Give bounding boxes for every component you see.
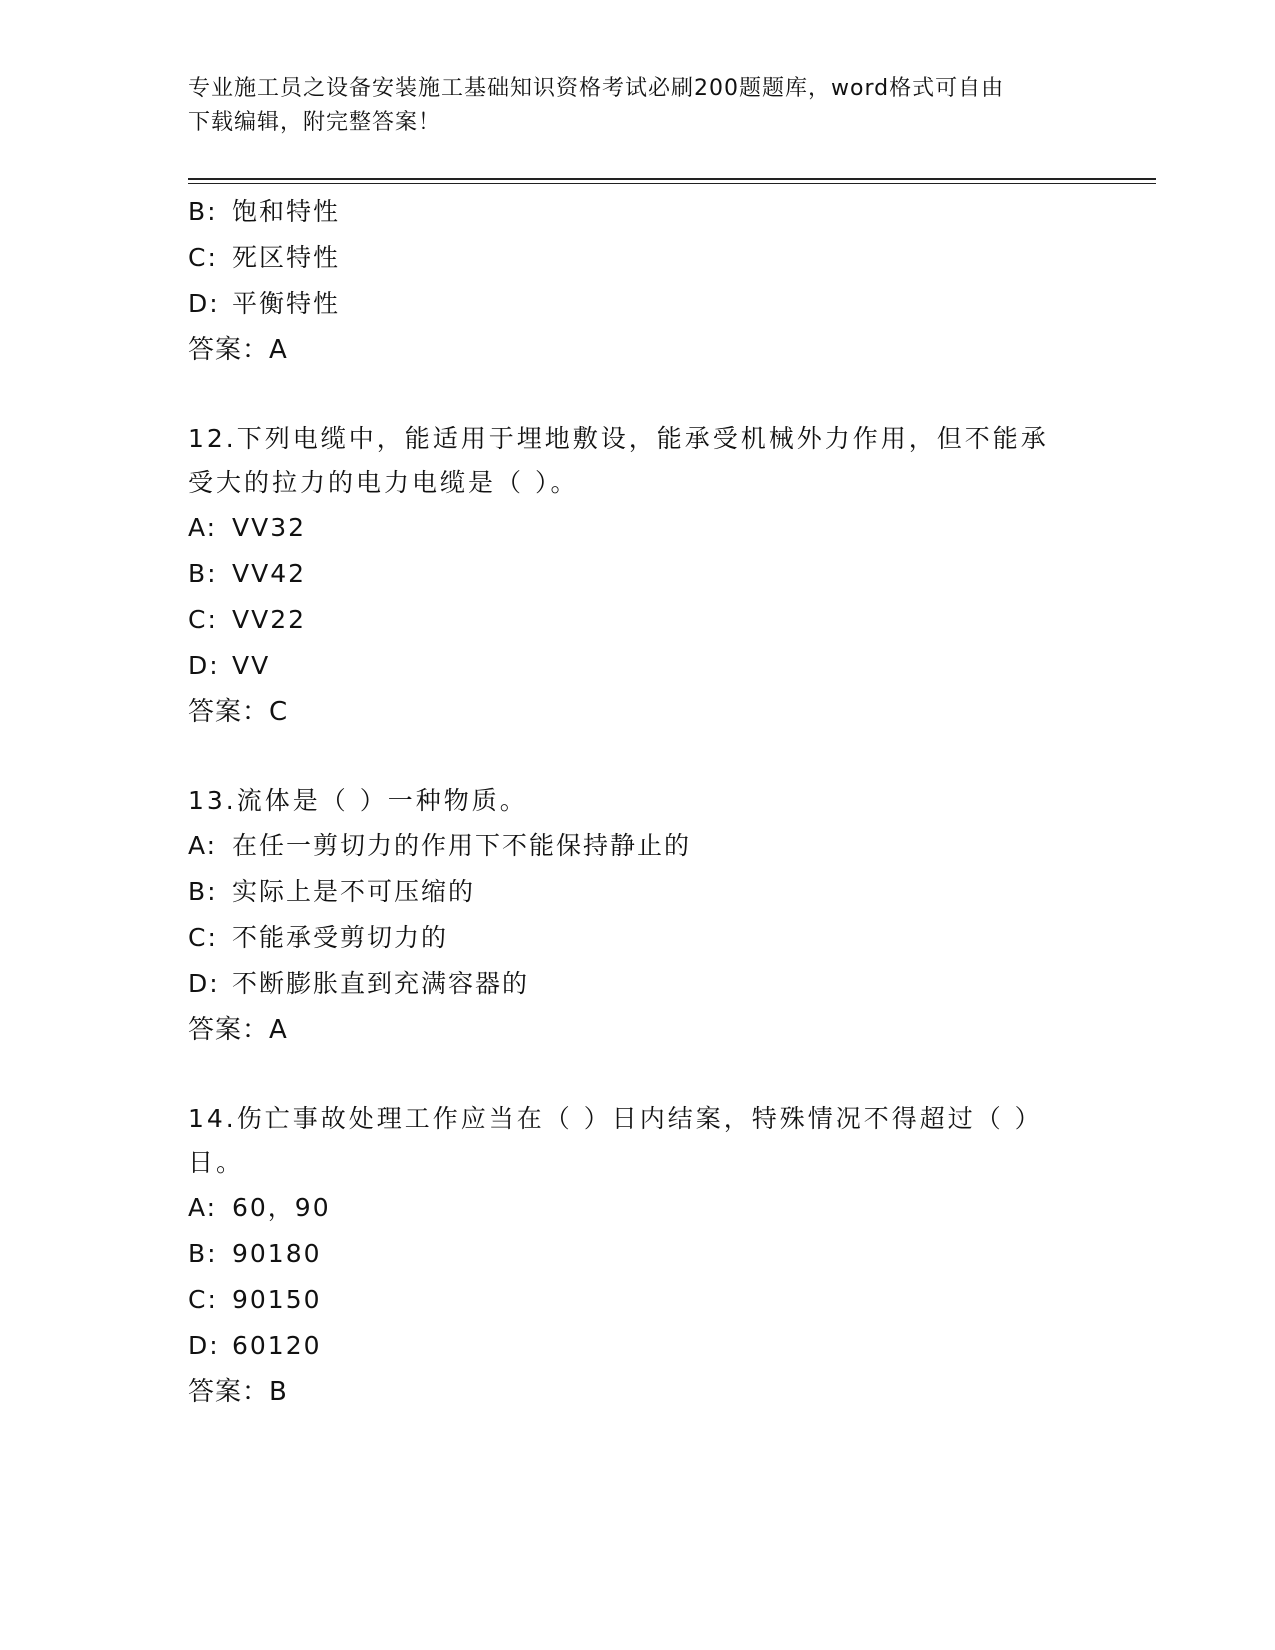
option-d: [188, 961, 1088, 1007]
question-13: [188, 779, 1088, 1053]
option-letter: B:: [188, 197, 218, 226]
question-12: [188, 417, 1088, 735]
question-11-partial: [188, 189, 1088, 373]
option-c: [188, 235, 1088, 281]
answer: 答案：A: [188, 1015, 288, 1045]
question-text: [188, 779, 1068, 823]
option-letter: C:: [188, 605, 218, 634]
option-d: [188, 1323, 1088, 1369]
option-text: 不能承受剪切力的: [232, 923, 449, 952]
option-text: 实际上是不可压缩的: [232, 877, 476, 906]
option-a: [188, 1185, 1088, 1231]
question-14: [188, 1097, 1088, 1415]
option-text: VV: [232, 651, 271, 680]
option-b: [188, 189, 1088, 235]
question-text: [188, 417, 1068, 505]
option-text: 饱和特性: [232, 197, 341, 226]
option-text: 平衡特性: [232, 289, 341, 318]
option-b: [188, 551, 1088, 597]
option-letter: D:: [188, 289, 220, 318]
option-text: VV32: [232, 513, 307, 542]
option-b: [188, 1231, 1088, 1277]
option-letter: A:: [188, 831, 218, 860]
header-divider-thick: [188, 178, 1156, 180]
option-letter: C:: [188, 243, 218, 272]
option-letter: A:: [188, 1193, 218, 1222]
answer: 答案：C: [188, 697, 289, 727]
question-text-line-2: 日。: [188, 1148, 245, 1177]
question-text-line-2: 受大的拉力的电力电缆是（ ）。: [188, 468, 579, 497]
option-text: 不断膨胀直到充满容器的: [232, 969, 530, 998]
question-list: [188, 189, 1088, 1415]
option-c: [188, 597, 1088, 643]
option-text: 90150: [232, 1285, 322, 1314]
option-letter: B:: [188, 877, 218, 906]
option-letter: C:: [188, 1285, 218, 1314]
option-text: 60120: [232, 1331, 322, 1360]
option-text: 死区特性: [232, 243, 341, 272]
option-d: [188, 643, 1088, 689]
option-a: [188, 505, 1088, 551]
option-a: [188, 823, 1088, 869]
answer: 答案：B: [188, 1377, 288, 1407]
option-d: [188, 281, 1088, 327]
question-text-line-1: 13.流体是（ ）一种物质。: [188, 786, 528, 815]
question-text: [188, 1097, 1068, 1185]
option-letter: D:: [188, 969, 220, 998]
option-c: [188, 1277, 1088, 1323]
option-text: 60，90: [232, 1193, 331, 1222]
option-text: 90180: [232, 1239, 322, 1268]
question-text-line-1: 14.伤亡事故处理工作应当在（ ）日内结案，特殊情况不得超过（ ）: [188, 1104, 1043, 1133]
option-letter: A:: [188, 513, 218, 542]
question-text-line-1: 12.下列电缆中，能适用于埋地敷设，能承受机械外力作用，但不能承: [188, 424, 1049, 453]
answer: 答案：A: [188, 335, 288, 365]
option-text: 在任一剪切力的作用下不能保持静止的: [232, 831, 692, 860]
option-letter: C:: [188, 923, 218, 952]
option-b: [188, 869, 1088, 915]
option-text: VV42: [232, 559, 307, 588]
option-letter: B:: [188, 559, 218, 588]
option-text: VV22: [232, 605, 307, 634]
document-header: [188, 72, 1068, 140]
header-line-2: 下载编辑，附完整答案！: [188, 110, 442, 135]
option-letter: B:: [188, 1239, 218, 1268]
header-line-1: 专业施工员之设备安装施工基础知识资格考试必刷200题题库，word格式可自由: [188, 76, 1005, 101]
option-c: [188, 915, 1088, 961]
header-divider-thin: [188, 183, 1156, 184]
option-letter: D:: [188, 651, 220, 680]
option-letter: D:: [188, 1331, 220, 1360]
